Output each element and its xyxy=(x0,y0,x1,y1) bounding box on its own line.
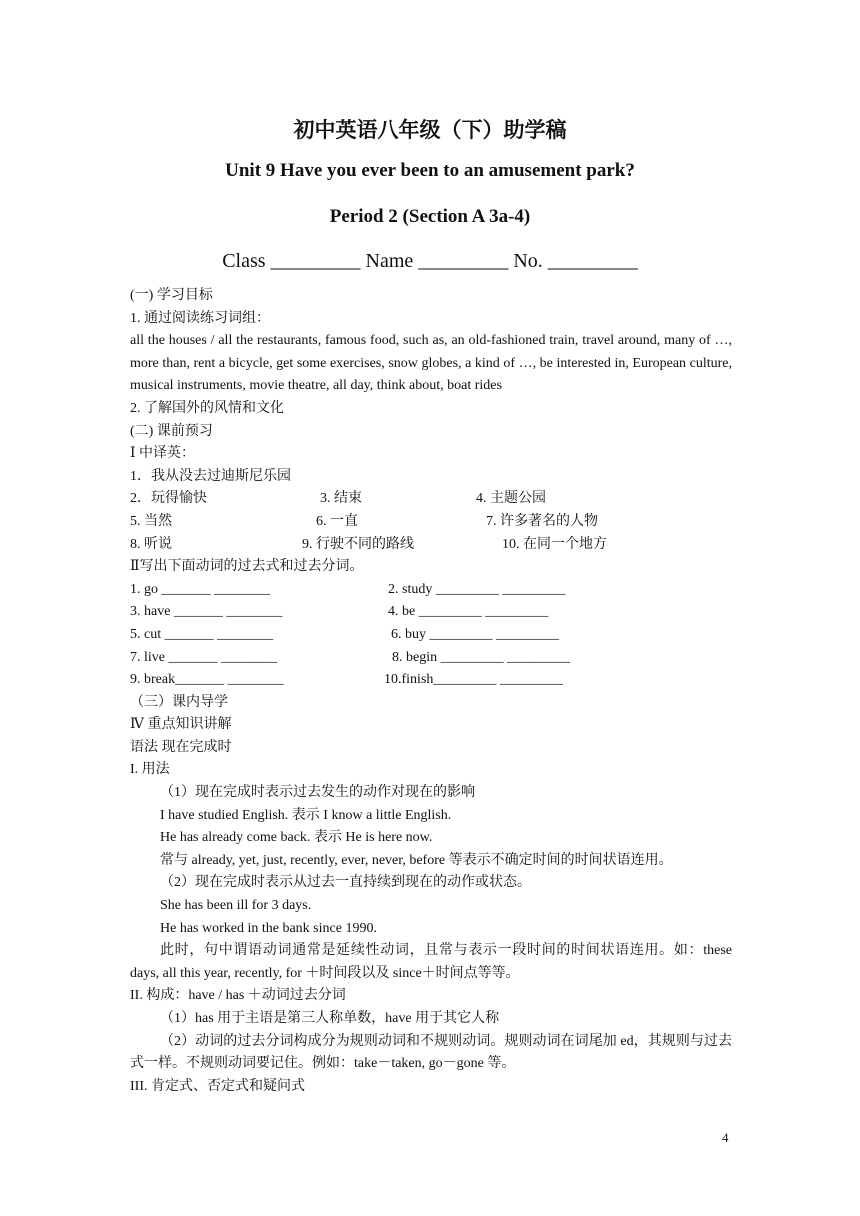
translation-item: 7. 许多著名的人物 xyxy=(486,513,598,529)
verb-row xyxy=(130,669,732,692)
section-heading: (一) 学习目标 xyxy=(130,288,213,303)
section-heading: （三）课内导学 xyxy=(130,694,228,710)
example-sentence: I have studied English. 表示 I know a little English. xyxy=(160,807,452,823)
verb-item: 7. live _______ ________ xyxy=(130,649,277,665)
grammar-topic: 语法 现在完成时 xyxy=(130,739,232,755)
usage-heading: I. 用法 xyxy=(130,762,170,778)
usage-note: 常与 already, yet, just, recently, ever, never, before 等表示不确定时间的时间状语连用。 xyxy=(160,852,673,868)
verb-item: 4. be _________ _________ xyxy=(388,604,549,620)
translation-item: 3. 结束 xyxy=(320,491,362,507)
unit-title: Unit 9 Have you ever been to an amusement park? xyxy=(225,160,635,181)
example-sentence: He has worked in the bank since 1990. xyxy=(160,920,377,936)
translation-item: 8. 听说 xyxy=(130,536,172,552)
verb-row xyxy=(130,624,732,647)
objective-item: 2. 了解国外的风情和文化 xyxy=(130,400,284,416)
structure-heading: II. 构成：have / has ＋动词过去分词 xyxy=(130,988,346,1004)
verb-item: 5. cut _______ ________ xyxy=(130,626,274,642)
usage-note: 此时，句中谓语动词通常是延续性动词，且常与表示一段时间的时间状语连用。如：these days, all this year, recently, for ＋时间段以及 since＋时间点等等。 xyxy=(130,943,732,981)
page-number: 4 xyxy=(722,1130,729,1145)
class-name-number-line: Class _________ Name _________ No. _________ xyxy=(222,250,638,272)
verb-item: 6. buy _________ _________ xyxy=(391,626,559,642)
verb-row xyxy=(130,647,732,670)
translation-row xyxy=(130,488,732,511)
translation-item: 2．玩得愉快 xyxy=(130,491,207,507)
translation-row xyxy=(130,534,732,557)
verb-row xyxy=(130,601,732,624)
objective-item: 1. 通过阅读练习词组： xyxy=(130,310,270,326)
verb-item: 2. study _________ _________ xyxy=(388,581,566,597)
subsection-heading: Ⅱ写出下面动词的过去式和过去分词。 xyxy=(130,559,364,575)
period-title: Period 2 (Section A 3a-4) xyxy=(329,206,531,227)
translation-item: 4. 主题公园 xyxy=(476,491,546,507)
subsection-heading: Ⅳ 重点知识讲解 xyxy=(130,717,232,733)
forms-heading: III. 肯定式、否定式和疑问式 xyxy=(130,1078,305,1094)
translation-item: 10. 在同一个地方 xyxy=(502,536,607,552)
usage-point: （2）现在完成时表示从过去一直持续到现在的动作或状态。 xyxy=(160,875,531,891)
usage-point: （1）现在完成时表示过去发生的动作对现在的影响 xyxy=(160,785,475,801)
verb-item: 1. go _______ ________ xyxy=(130,581,270,597)
translation-item: 9. 行驶不同的路线 xyxy=(302,536,414,552)
section-heading: (二) 课前预习 xyxy=(130,423,213,439)
translation-item: 1．我从没去过迪斯尼乐园 xyxy=(130,468,291,484)
example-sentence: She has been ill for 3 days. xyxy=(160,898,312,914)
verb-row xyxy=(130,579,732,602)
verb-item: 10.finish_________ _________ xyxy=(384,672,563,688)
verb-item: 9. break_______ ________ xyxy=(130,672,284,688)
structure-point: （2）动词的过去分词构成分为规则动词和不规则动词。规则动词在词尾加 ed，其规则与过去式一样。不规则动词要记住。例如：take－taken, go－gone 等。 xyxy=(130,1033,732,1072)
verb-item: 3. have _______ ________ xyxy=(130,604,283,620)
subsection-heading: Ⅰ 中译英： xyxy=(130,446,196,462)
phrase-list: all the houses / all the restaurants, famous food, such as, an old-fashioned train, travel around, many of …, more than, rent a bicycle, get some exercises, snow globes, a kind of …, be interested in, European culture, musical instruments, movie theatre, all day, think about, boat rides xyxy=(130,333,732,394)
translation-item: 5. 当然 xyxy=(130,513,172,529)
example-sentence: He has already come back. 表示 He is here now. xyxy=(160,830,433,846)
structure-point: （1）has 用于主语是第三人称单数，have 用于其它人称 xyxy=(160,1011,500,1026)
document-body xyxy=(130,285,732,1098)
translation-row xyxy=(130,511,732,534)
document-title: 初中英语八年级（下）助学稿 xyxy=(293,118,567,142)
verb-item: 8. begin _________ _________ xyxy=(392,649,571,665)
translation-item: 6. 一直 xyxy=(316,513,358,529)
